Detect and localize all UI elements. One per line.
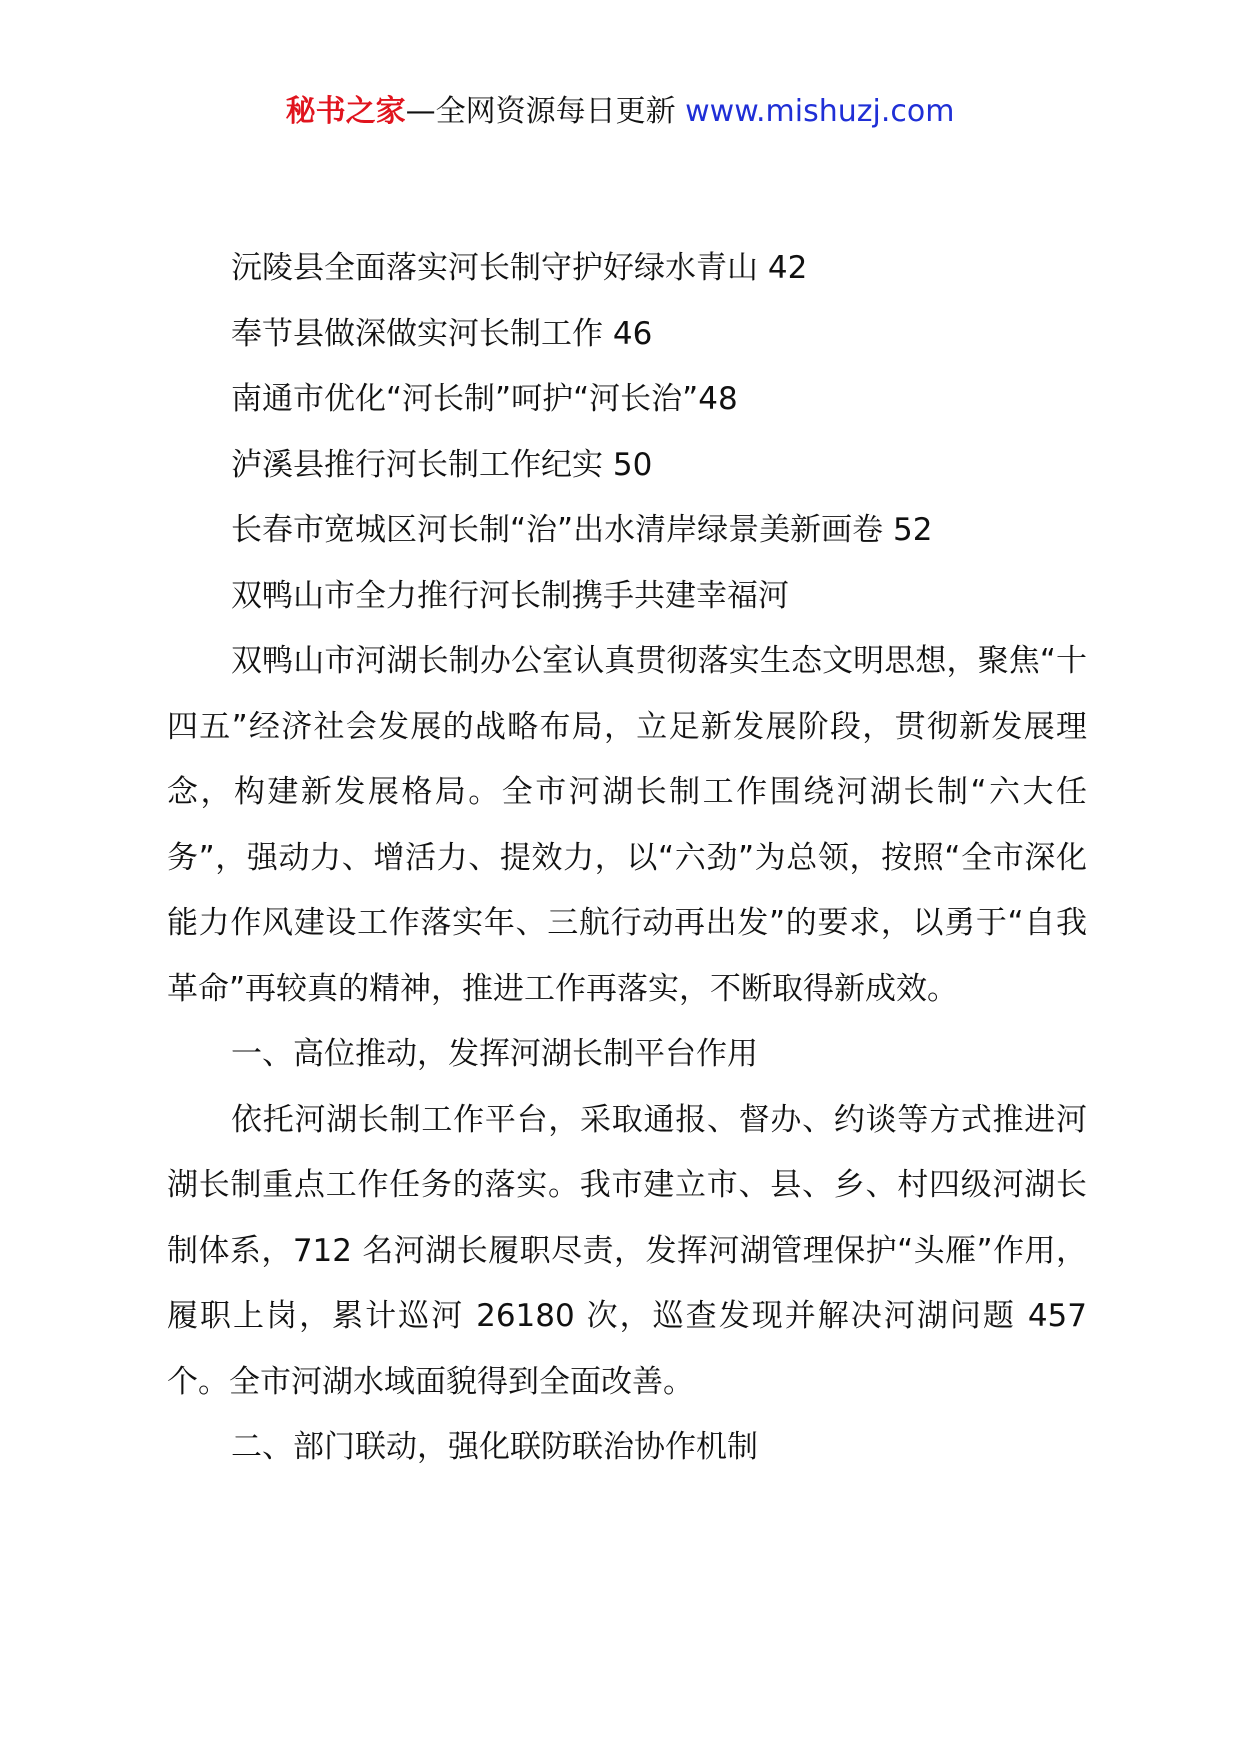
brand-name: 秘书之家	[285, 94, 406, 129]
article-intro-paragraph: 双鸭山市河湖长制办公室认真贯彻落实生态文明思想，聚焦“十四五”经济社会发展的战略布局，立足新发展阶段，贯彻新发展理念，构建新发展格局。全市河湖长制工作围绕河湖长制“六大任务”，强动力、增活力、提效力，以“六劲”为总领，按照“全市深化能力作风建设工作落实年、三航行动再出发”的要求，以勇于“自我革命”再较真的精神，推进工作再落实，不断取得新成效。	[167, 643, 1087, 1007]
toc-entry: 长春市宽城区河长制“治”出水清岸绿景美新画卷 52	[231, 512, 933, 548]
section-heading-2: 二、部门联动，强化联防联治协作机制	[231, 1429, 758, 1465]
toc-entry: 南通市优化“河长制”呵护“河长治”48	[231, 381, 738, 417]
document-body	[167, 236, 1087, 1481]
article-title: 双鸭山市全力推行河长制携手共建幸福河	[231, 577, 789, 614]
site-url-link[interactable]: www.mishuzj.com	[685, 94, 955, 129]
site-header	[0, 92, 1240, 132]
section-1-paragraph: 依托河湖长制工作平台，采取通报、督办、约谈等方式推进河湖长制重点工作任务的落实。我市建立市、县、乡、村四级河湖长制体系，712 名河湖长履职尽责，发挥河湖管理保护“头雁”作用，履职上岗，累计巡河 26180 次，巡查发现并解决河湖问题 457 个。全市河湖水域面貌得到全面改善。	[167, 1101, 1087, 1400]
header-tagline: —全网资源每日更新	[405, 94, 686, 129]
toc-entry: 沅陵县全面落实河长制守护好绿水青山 42	[231, 250, 808, 286]
section-heading-1: 一、高位推动，发挥河湖长制平台作用	[231, 1036, 758, 1072]
toc-entry: 奉节县做深做实河长制工作 46	[231, 315, 653, 352]
toc-entry: 泸溪县推行河长制工作纪实 50	[231, 446, 653, 483]
